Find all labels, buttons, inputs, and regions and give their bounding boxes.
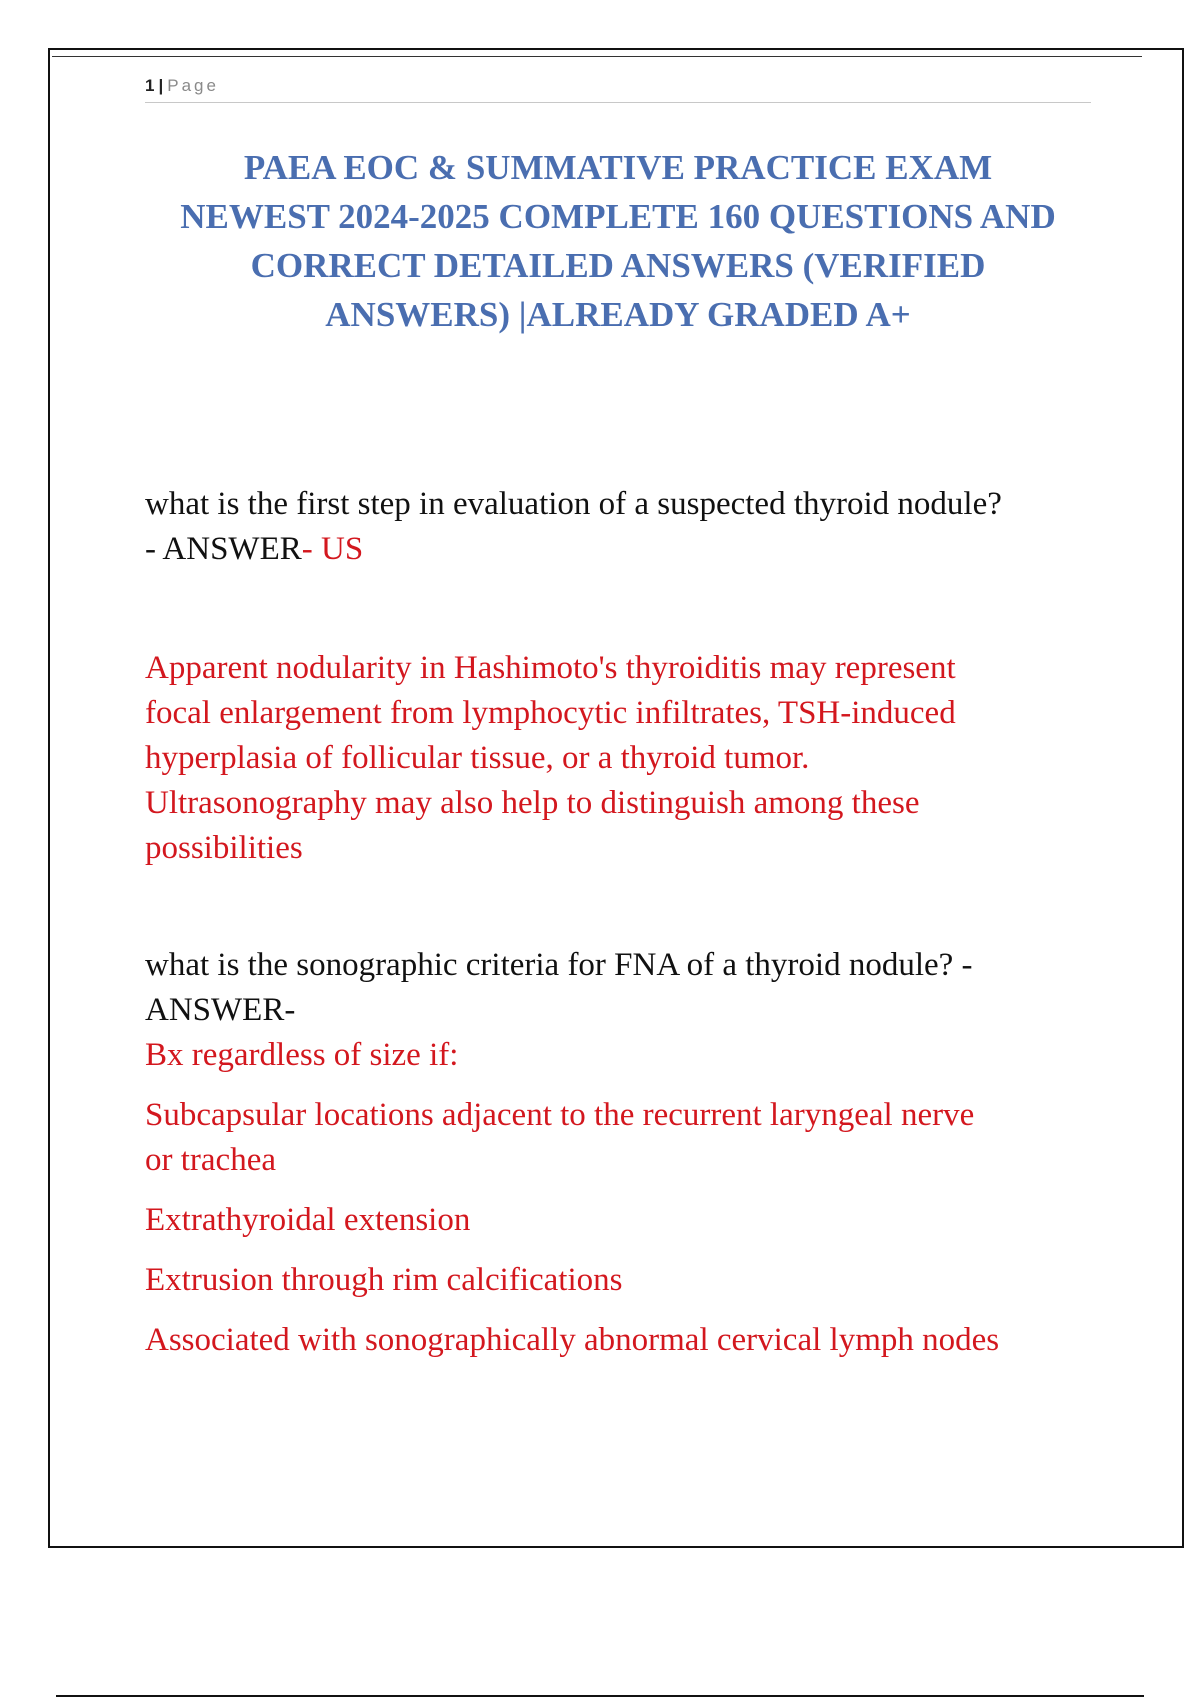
explanation-line: Ultrasonography may also help to distinguish among these <box>145 785 920 821</box>
answer-label: - ANSWER <box>145 531 302 567</box>
explanation-line: hyperplasia of follicular tissue, or a thyroid tumor. <box>145 740 810 776</box>
answer-label: ANSWER- <box>145 992 296 1028</box>
explanation-line: Apparent nodularity in Hashimoto's thyroiditis may represent <box>145 650 956 686</box>
criteria-item <box>145 1258 1105 1303</box>
answer-2-line <box>145 988 1105 1078</box>
explanation-paragraph <box>145 646 1105 871</box>
criteria-line: Subcapsular locations adjacent to the recurrent laryngeal nerve <box>145 1097 975 1133</box>
page-header <box>145 74 1091 103</box>
bottom-rule <box>56 1695 1144 1697</box>
criteria-line: Extrusion through rim calcifications <box>145 1262 623 1298</box>
page-label: Page <box>167 76 219 95</box>
question-1 <box>145 482 1105 572</box>
answer-1-text: - US <box>301 531 364 567</box>
top-rule <box>52 56 1142 57</box>
answer-2-text: Bx regardless of size if: <box>145 1037 459 1073</box>
page-separator: | <box>158 76 164 95</box>
page-number: 1 <box>145 76 155 95</box>
question-2 <box>145 943 1105 1078</box>
title-line: NEWEST 2024-2025 COMPLETE 160 QUESTIONS AND <box>180 197 1056 236</box>
criteria-item <box>145 1093 1105 1183</box>
explanation-line: possibilities <box>145 830 303 866</box>
question-1-text: what is the first step in evaluation of a suspected thyroid nodule? <box>145 486 1002 522</box>
title-line: ANSWERS) |ALREADY GRADED A+ <box>325 295 911 334</box>
criteria-line: or trachea <box>145 1142 276 1178</box>
title-line: PAEA EOC & SUMMATIVE PRACTICE EXAM <box>243 148 993 187</box>
title-line: CORRECT DETAILED ANSWERS (VERIFIED <box>250 246 986 285</box>
document-title <box>130 143 1106 339</box>
criteria-line: Associated with sonographically abnormal cervical lymph nodes <box>145 1322 1000 1358</box>
criteria-item <box>145 1198 1105 1243</box>
criteria-line: Extrathyroidal extension <box>145 1202 471 1238</box>
criteria-item <box>145 1318 1105 1363</box>
question-2-text: what is the sonographic criteria for FNA of a thyroid nodule? - <box>145 947 973 983</box>
document-body <box>145 482 1105 1363</box>
explanation-line: focal enlargement from lymphocytic infiltrates, TSH-induced <box>145 695 956 731</box>
